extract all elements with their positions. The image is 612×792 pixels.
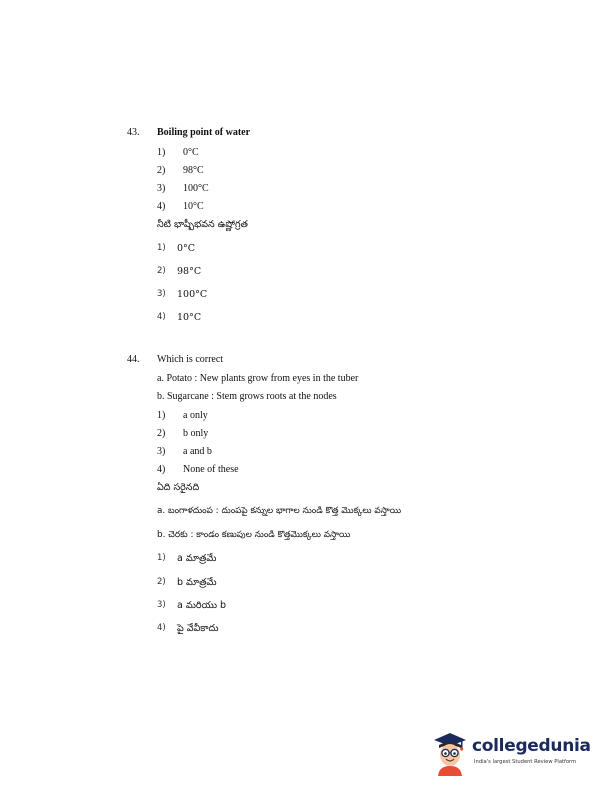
- collegedunia-logo: [430, 728, 600, 778]
- question-number: 43.: [127, 127, 140, 138]
- question-text: Which is correct: [157, 354, 224, 365]
- statement-b: b. Sugarcane : Stem grows roots at the nodes: [157, 391, 337, 402]
- statement-a: a. Potato : New plants grow from eyes in the tuber: [157, 373, 359, 384]
- telugu-question: నీటి భాష్పీభవన ఉష్ణోగ్రత: [157, 219, 248, 230]
- telugu-statement-b: b. చెరకు : కాండం కణుపుల నుండి కొత్తమొక్కలు వస్తాయి: [157, 530, 351, 540]
- document-page: 43. Boiling point of water 1) 0°C 2) 98°C 3) 100°C 4) 10°C నీటి భాష్పీభవన ఉష్ణోగ్రత 1) 0°C 2) 98°C 3) 100°C 4) 10°C 44. Which is correct a. Potato : New plants grow from eyes in the tuber b. Sugarcane : Stem grows roots at the nodes 1) a only 2) b only 3) a and b 4) None of these ఏది సరైనది a. బంగాళదుంప : దుంపపై కన్నుల భాగాల నుండి కొత్త మొక్కలు వస్తాయి b. చెరకు : కాండం కణుపుల నుండి కొత్తమొక్కలు వస్తాయి 1) a మాత్రమే 2) b మాత్రమే 3) a మరియు b 4) పై వేవీకాదు collegedunia India's largest Student Review Platform: [0, 0, 612, 792]
- logo-tagline: India's largest Student Review Platform: [474, 759, 577, 765]
- question-text: Boiling point of water: [157, 127, 251, 138]
- logo-wordmark: collegedunia: [472, 736, 591, 756]
- telugu-question: ఏది సరైనది: [157, 482, 200, 493]
- question-number: 44.: [127, 354, 140, 365]
- telugu-statement-a: a. బంగాళదుంప : దుంపపై కన్నుల భాగాల నుండి కొత్త మొక్కలు వస్తాయి: [157, 506, 402, 516]
- mascot-icon: [430, 728, 470, 776]
